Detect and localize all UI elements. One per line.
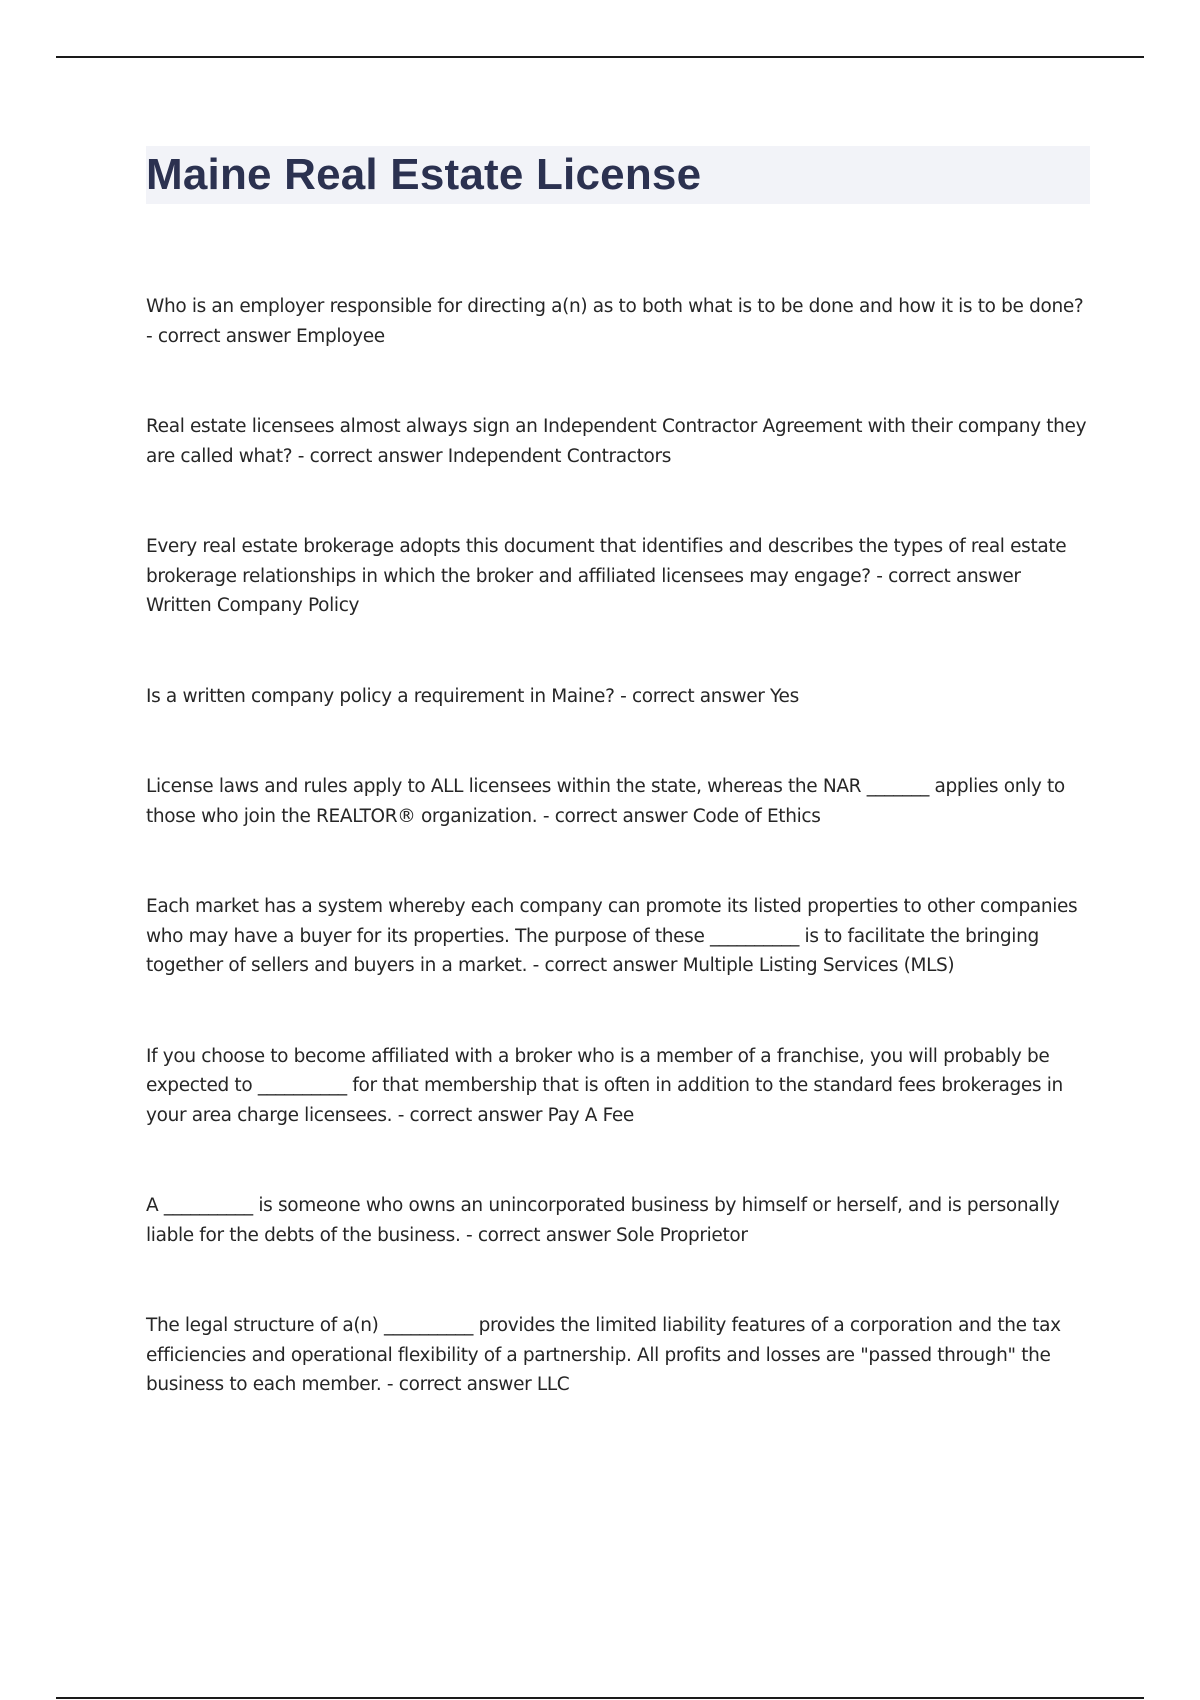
qa-item: Real estate licensees almost always sign an Independent Contractor Agreement with their company they are called what? - correct answer Independent Contractors <box>146 416 1087 467</box>
qa-item: Every real estate brokerage adopts this document that identifies and describes the types of real estate brokerage relationships in which the broker and affiliated licensees may engage? - correct answer Written Company Policy <box>146 536 1067 616</box>
qa-item: If you choose to become affiliated with a broker who is a member of a franchise, you will probably be expected to __________ for that membership that is often in addition to the standard fees brokerages in your area charge licensees. - correct answer Pay A Fee <box>146 1045 1063 1126</box>
bottom-rule <box>56 1697 1144 1699</box>
document-body <box>146 146 1090 1461</box>
qa-item: Who is an employer responsible for directing a(n) as to both what is to be done and how it is to be done? - correct answer Employee <box>146 296 1084 347</box>
qa-item: License laws and rules apply to ALL licensees within the state, whereas the NAR _______ applies only to those who join the REALTOR® organization. - correct answer Code of Ethics <box>146 776 1065 827</box>
qa-item: Is a written company policy a requirement in Maine? - correct answer Yes <box>146 685 799 707</box>
top-rule <box>56 56 1144 58</box>
qa-item: A __________ is someone who owns an unincorporated business by himself or herself, and is personally liable for the debts of the business. - correct answer Sole Proprietor <box>146 1195 1060 1246</box>
page-title: Maine Real Estate License <box>146 150 702 199</box>
qa-list <box>146 292 1090 1400</box>
title-band <box>146 146 1090 204</box>
qa-item: Each market has a system whereby each company can promote its listed properties to other companies who may have a buyer for its properties. The purpose of these __________ is to facilitate the bringing together of sellers and buyers in a market. - correct answer Multiple Listing Services (MLS) <box>146 896 1078 976</box>
qa-item: The legal structure of a(n) __________ provides the limited liability features of a corporation and the tax efficiencies and operational flexibility of a partnership. All profits and losses are "passed through" the business to each member. - correct answer LLC <box>146 1315 1061 1395</box>
